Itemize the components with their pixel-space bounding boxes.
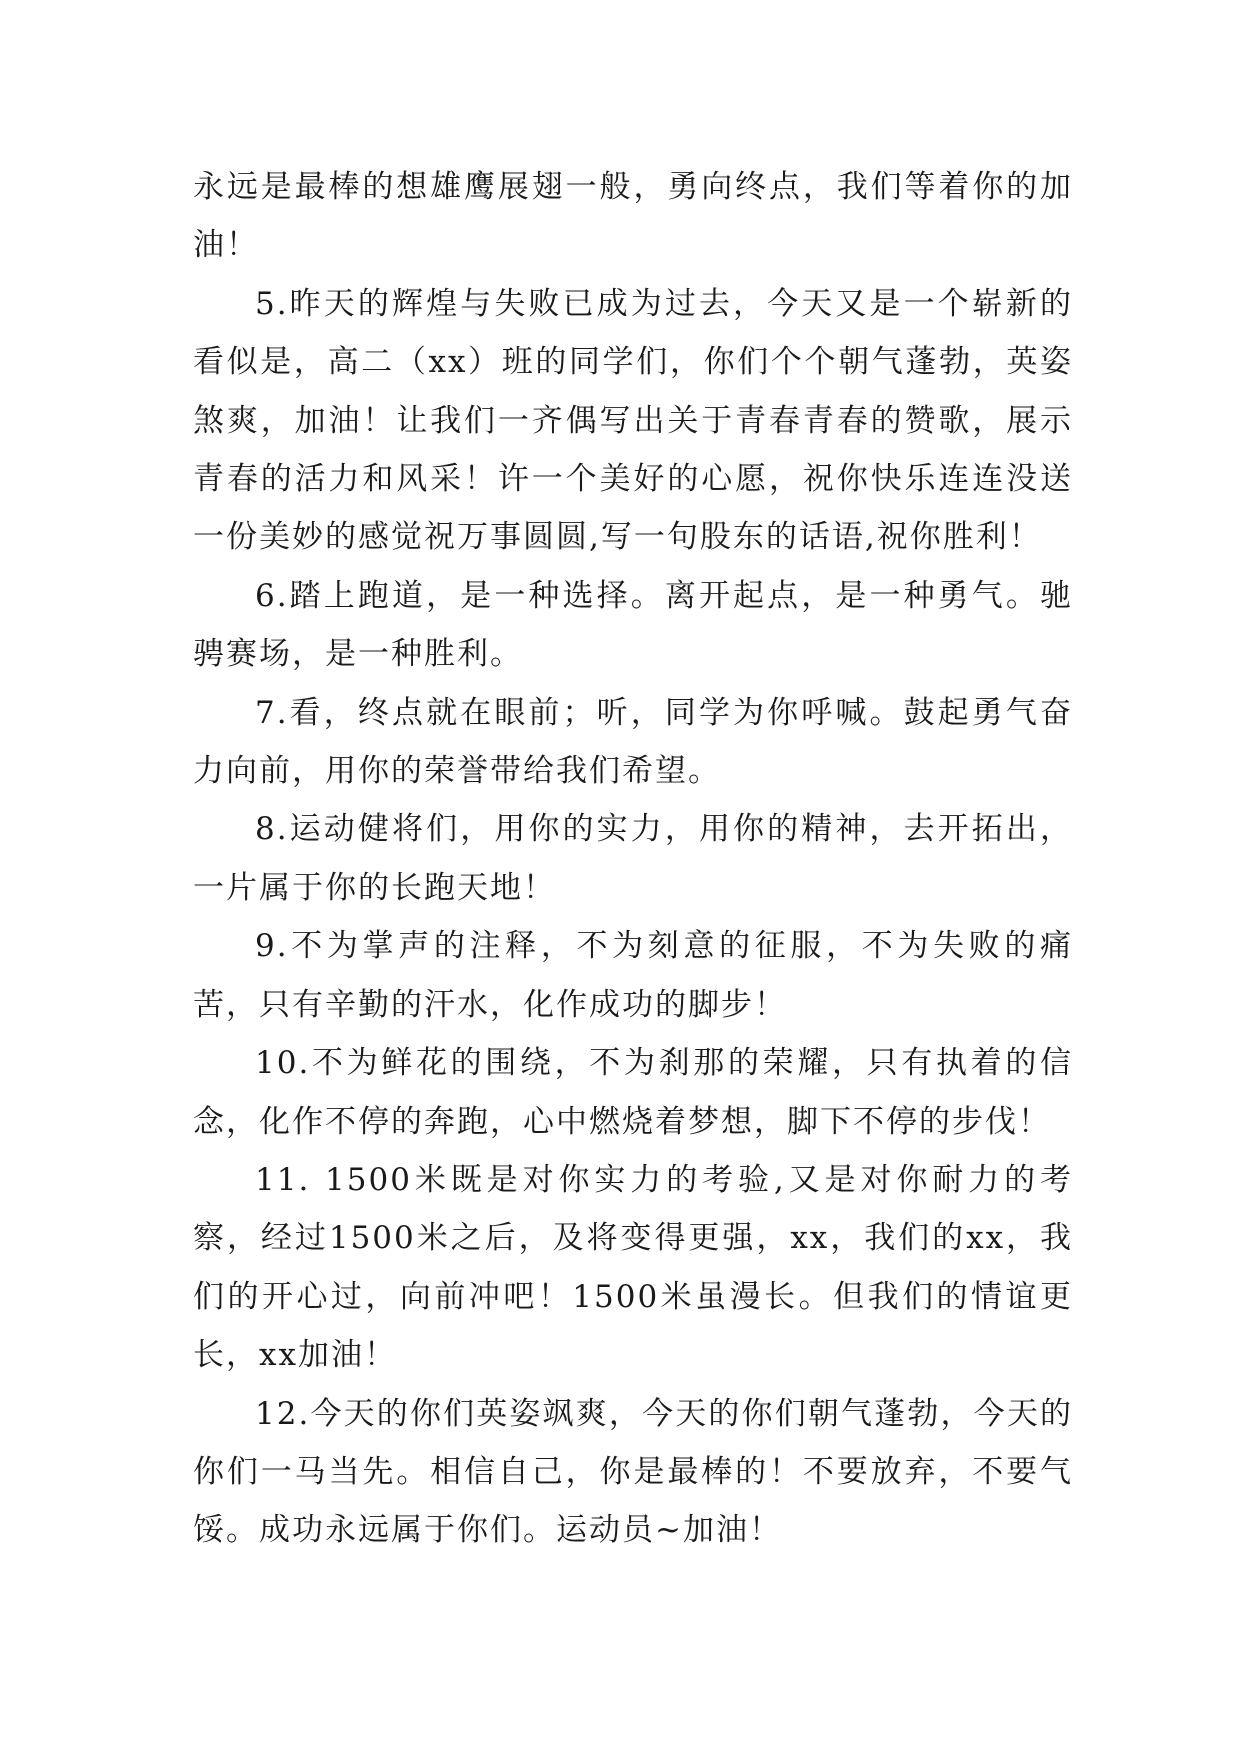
paragraph-item-7: 7.看，终点就在眼前；听，同学为你呼喊。鼓起勇气奋力向前，用你的荣誉带给我们希望。 (193, 694, 1073, 790)
paragraph-item-8: 8.运动健将们，用你的实力，用你的精神，去开拓出，一片属于你的长跑天地！ (193, 811, 1073, 906)
paragraph-item-11: 11. 1500米既是对你实力的考验,又是对你耐力的考察，经过1500米之后，及将变得更强，xx，我们的xx，我们的开心过，向前冲吧！1500米虽漫长。但我们的情谊更长，xx加油！ (193, 1161, 1073, 1374)
document-body (193, 158, 1073, 1560)
paragraph-continuation: 永远是最棒的想雄鹰展翅一般，勇向终点，我们等着你的加油！ (193, 169, 1073, 264)
paragraph-item-6: 6.踏上跑道，是一种选择。离开起点，是一种勇气。驰骋赛场，是一种胜利。 (193, 577, 1073, 673)
paragraph-item-12: 12.今天的你们英姿飒爽，今天的你们朝气蓬勃，今天的你们一马当先。相信自己，你是最棒的！不要放弃，不要气馁。成功永远属于你们。运动员~加油！ (193, 1395, 1073, 1549)
paragraph-item-10: 10.不为鲜花的围绕，不为刹那的荣耀，只有执着的信念，化作不停的奔跑，心中燃烧着梦想，脚下不停的步伐！ (193, 1045, 1073, 1140)
paragraph-item-9: 9.不为掌声的注释，不为刻意的征服，不为失败的痛苦，只有辛勤的汗水，化作成功的脚步！ (193, 928, 1073, 1023)
paragraph-item-5: 5.昨天的辉煌与失败已成为过去，今天又是一个崭新的看似是，高二（xx）班的同学们，你们个个朝气蓬勃，英姿煞爽，加油！让我们一齐偶写出关于青春青春的赞歌，展示青春的活力和风采！许一个美好的心愿，祝你快乐连连没送一份美妙的感觉祝万事圆圆,写一句股东的话语,祝你胜利！ (193, 285, 1073, 556)
